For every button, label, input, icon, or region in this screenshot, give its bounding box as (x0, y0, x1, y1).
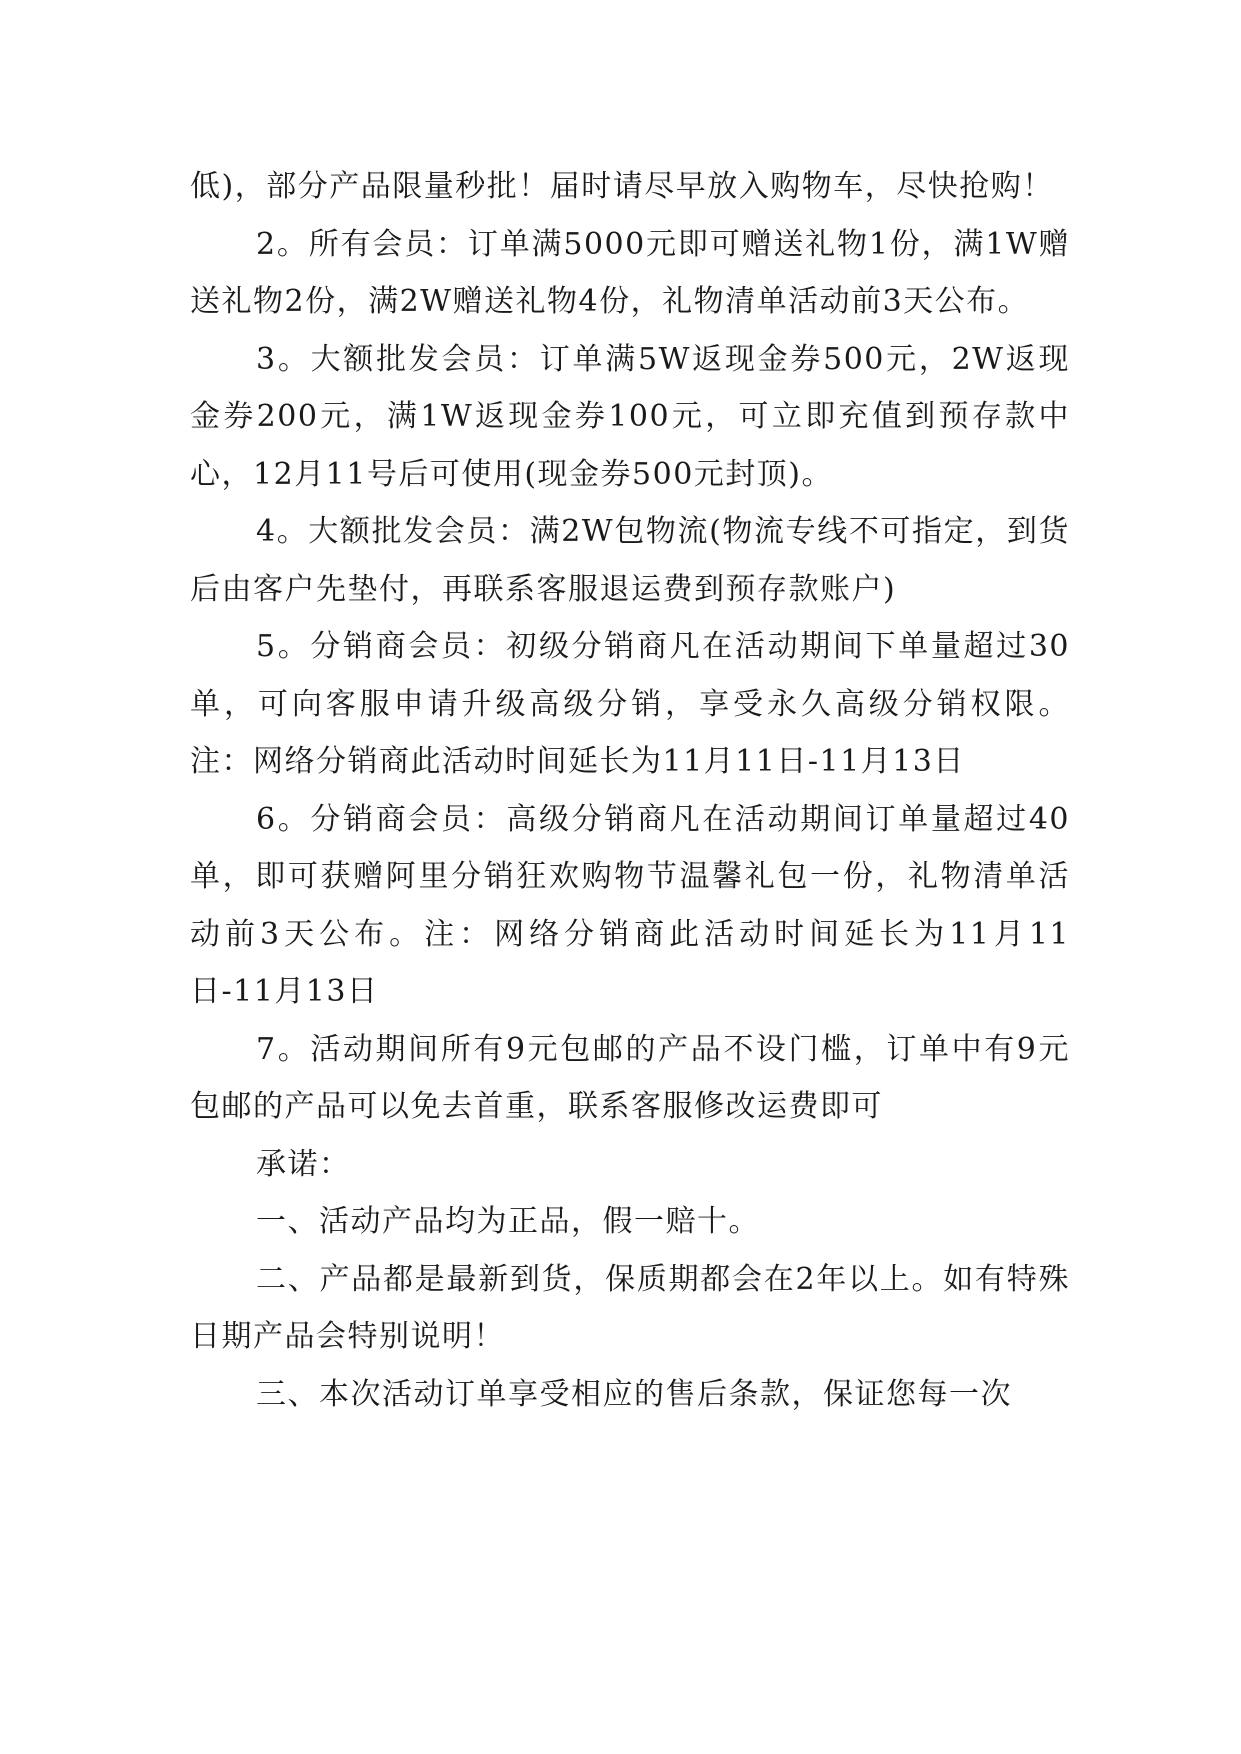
promise-heading: 承诺： (256, 1146, 351, 1182)
promise-item-1: 一、活动产品均为正品，假一赔十。 (256, 1204, 760, 1239)
paragraph-item-5: 5。分销商会员：初级分销商凡在活动期间下单量超过30单，可向客服申请升级高级分销，享受永久高级分销权限。注：网络分销商此活动时间延长为11月11日-11月13日 (190, 629, 1070, 779)
document-body (190, 158, 1070, 1423)
promise-item-2: 二、产品都是最新到货，保质期都会在2年以上。如有特殊日期产品会特别说明！ (190, 1261, 1070, 1354)
paragraph-item-4: 4。大额批发会员：满2W包物流(物流专线不可指定，到货后由客户先垫付，再联系客服退运费到预存款账户) (190, 514, 1070, 607)
paragraph-continuation: 低)，部分产品限量秒批！届时请尽早放入购物车，尽快抢购！ (190, 169, 1054, 204)
promise-item-3: 三、本次活动订单享受相应的售后条款，保证您每一次 (256, 1376, 1012, 1412)
paragraph-item-3: 3。大额批发会员：订单满5W返现金券500元，2W返现金券200元，满1W返现金券100元，可立即充值到预存款中心，12月11号后可使用(现金券500元封顶)。 (190, 341, 1070, 492)
paragraph-item-6: 6。分销商会员：高级分销商凡在活动期间订单量超过40单，即可获赠阿里分销狂欢购物节温馨礼包一份，礼物清单活动前3天公布。注：网络分销商此活动时间延长为11月11日-11月13日 (190, 801, 1070, 1009)
paragraph-item-7: 7。活动期间所有9元包邮的产品不设门槛，订单中有9元包邮的产品可以免去首重，联系客服修改运费即可 (190, 1031, 1070, 1124)
paragraph-item-2: 2。所有会员：订单满5000元即可赠送礼物1份，满1W赠送礼物2份，满2W赠送礼物4份，礼物清单活动前3天公布。 (190, 226, 1070, 319)
